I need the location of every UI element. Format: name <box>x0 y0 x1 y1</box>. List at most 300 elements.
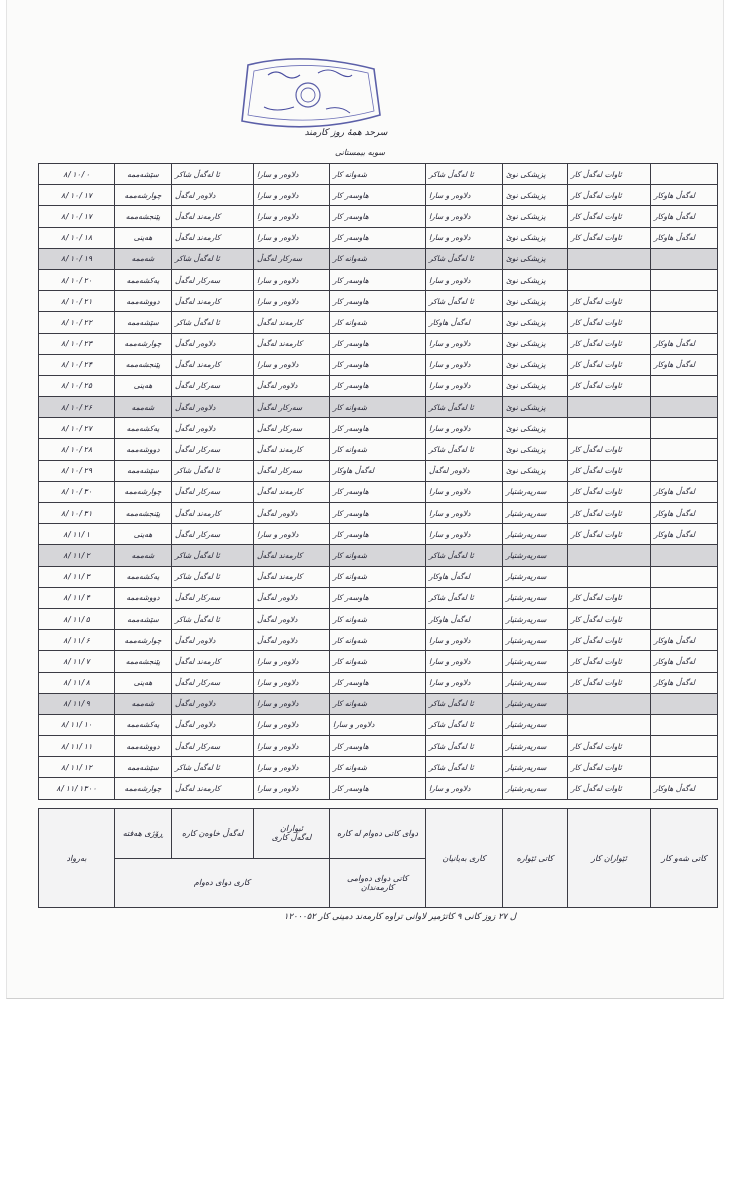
table-cell-c: هاوسەر کار <box>330 227 426 248</box>
table-cell-day: دووشەممە <box>115 291 172 312</box>
table-cell-b: دلاوەر لەگەڵ <box>254 503 330 524</box>
table-cell-g: لەگەڵ هاوکار <box>651 185 718 206</box>
table-cell-g: لەگەڵ هاوکار <box>651 672 718 693</box>
table-cell-date: ۸/۱۱/۱۲ <box>39 757 115 778</box>
table-cell-c: هاوسەر کار <box>330 587 426 608</box>
table-cell-c: هاوسەر کار <box>330 206 426 227</box>
table-cell-e: سەرپەرشتیار <box>503 481 568 502</box>
table-cell-e: پزیشکی نوێ <box>503 227 568 248</box>
table-cell-a: کارمەند لەگەڵ <box>172 651 254 672</box>
table-cell-f <box>568 545 651 566</box>
table-cell-day: پێنجشەممە <box>115 651 172 672</box>
table-cell-b: سەرکار لەگەڵ <box>254 460 330 481</box>
table-cell-a: سەرکار لەگەڵ <box>172 269 254 290</box>
table-cell-f: ئاوات لەگەڵ کار <box>568 354 651 375</box>
table-cell-d: ئا لەگەڵ شاکر <box>426 693 503 714</box>
table-cell-g <box>651 375 718 396</box>
table-cell-a: دلاوەر لەگەڵ <box>172 418 254 439</box>
table-cell-a: ئا لەگەڵ شاکر <box>172 566 254 587</box>
table-cell-date: ۸/۱۰/۱۷ <box>39 206 115 227</box>
table-cell-e: پزیشکی نوێ <box>503 206 568 227</box>
table-cell-f: ئاوات لەگەڵ کار <box>568 503 651 524</box>
table-cell-e: سەرپەرشتیار <box>503 778 568 799</box>
table-cell-d: دلاوەر لەگەڵ <box>426 460 503 481</box>
table-cell-d: ئا لەگەڵ شاکر <box>426 439 503 460</box>
schedule-table <box>38 163 718 800</box>
table-cell-e: پزیشکی نوێ <box>503 418 568 439</box>
header-col-b <box>254 809 330 859</box>
table-cell-day: چوارشەممە <box>115 481 172 502</box>
table-cell-d: ئا لەگەڵ شاکر <box>426 248 503 269</box>
table-cell-d: ئا لەگەڵ شاکر <box>426 757 503 778</box>
document-title: سرحد همهٔ روز کارمند <box>304 128 388 138</box>
table-cell-c: هاوسەر کار <box>330 354 426 375</box>
header-col-b-top: ئیواران <box>280 824 303 834</box>
table-cell-f: ئاوات لەگەڵ کار <box>568 227 651 248</box>
table-cell-f: ئاوات لەگەڵ کار <box>568 164 651 185</box>
table-cell-date: ۸/۱۱/۵ <box>39 608 115 629</box>
table-cell-date: ۸/۱۱/۷ <box>39 651 115 672</box>
table-row <box>39 291 718 312</box>
table-row <box>39 566 718 587</box>
table-row <box>39 672 718 693</box>
table-row <box>39 397 718 418</box>
table-cell-e: سەرپەرشتیار <box>503 672 568 693</box>
table-row <box>39 375 718 396</box>
table-cell-date: ۸/۱۰/۲۷ <box>39 418 115 439</box>
table-cell-d: ئا لەگەڵ شاکر <box>426 545 503 566</box>
table-cell-d: دلاوەر و سارا <box>426 778 503 799</box>
table-row <box>39 439 718 460</box>
table-cell-day: دووشەممە <box>115 587 172 608</box>
table-cell-g: لەگەڵ هاوکار <box>651 481 718 502</box>
table-cell-g <box>651 460 718 481</box>
table-cell-a: دلاوەر لەگەڵ <box>172 185 254 206</box>
table-cell-c: شەوانە کار <box>330 757 426 778</box>
table-cell-c: هاوسەر کار <box>330 736 426 757</box>
table-cell-e: سەرپەرشتیار <box>503 693 568 714</box>
table-cell-b: کارمەند لەگەڵ <box>254 439 330 460</box>
table-cell-a: ئا لەگەڵ شاکر <box>172 248 254 269</box>
table-cell-d: دلاوەر و سارا <box>426 481 503 502</box>
table-row <box>39 269 718 290</box>
table-cell-day: یەکشەممە <box>115 714 172 735</box>
table-cell-c: هاوسەر کار <box>330 185 426 206</box>
table-cell-a: کارمەند لەگەڵ <box>172 354 254 375</box>
table-cell-g <box>651 397 718 418</box>
table-row <box>39 714 718 735</box>
table-row <box>39 481 718 502</box>
table-row <box>39 757 718 778</box>
table-cell-day: سێشەممە <box>115 460 172 481</box>
table-cell-a: کارمەند لەگەڵ <box>172 778 254 799</box>
table-row <box>39 164 718 185</box>
table-cell-g: لەگەڵ هاوکار <box>651 778 718 799</box>
table-cell-a: سەرکار لەگەڵ <box>172 736 254 757</box>
table-cell-day: شەممە <box>115 397 172 418</box>
table-cell-b: دلاوەر و سارا <box>254 651 330 672</box>
header-col-b-label: لەگەڵ کاری <box>271 833 312 843</box>
table-cell-b: دلاوەر و سارا <box>254 714 330 735</box>
table-cell-b: دلاوەر لەگەڵ <box>254 587 330 608</box>
table-cell-date: ۸/۱۰/۱۹ <box>39 248 115 269</box>
table-cell-g <box>651 248 718 269</box>
table-cell-f <box>568 418 651 439</box>
table-row <box>39 312 718 333</box>
table-cell-c: لەگەڵ هاوکار <box>330 460 426 481</box>
header-date: بەرواد <box>39 809 115 908</box>
table-cell-g: لەگەڵ هاوکار <box>651 503 718 524</box>
table-cell-e: پزیشکی نوێ <box>503 312 568 333</box>
table-cell-g <box>651 291 718 312</box>
table-cell-day: دووشەممە <box>115 736 172 757</box>
table-cell-g <box>651 757 718 778</box>
table-cell-e: سەرپەرشتیار <box>503 545 568 566</box>
table-cell-f: ئاوات لەگەڵ کار <box>568 312 651 333</box>
table-cell-date: ۸/۱۰/۲۰ <box>39 269 115 290</box>
table-cell-b: دلاوەر و سارا <box>254 164 330 185</box>
table-cell-date: ۸/۱۰/۱۸ <box>39 227 115 248</box>
table-cell-e: سەرپەرشتیار <box>503 651 568 672</box>
table-cell-e: سەرپەرشتیار <box>503 608 568 629</box>
table-cell-g <box>651 693 718 714</box>
table-row <box>39 693 718 714</box>
table-cell-a: ئا لەگەڵ شاکر <box>172 460 254 481</box>
table-cell-f <box>568 248 651 269</box>
table-cell-d: ئا لەگەڵ شاکر <box>426 164 503 185</box>
table-cell-c: شەوانە کار <box>330 566 426 587</box>
table-cell-b: سەرکار لەگەڵ <box>254 397 330 418</box>
table-cell-b: کارمەند لەگەڵ <box>254 333 330 354</box>
table-cell-g: لەگەڵ هاوکار <box>651 227 718 248</box>
table-cell-date: ۸/۱۱/۱۱ <box>39 736 115 757</box>
table-row <box>39 587 718 608</box>
table-cell-b: دلاوەر و سارا <box>254 291 330 312</box>
table-cell-c: هاوسەر کار <box>330 291 426 312</box>
table-cell-g <box>651 566 718 587</box>
table-cell-date: ۸/۱۰/۰ <box>39 164 115 185</box>
table-cell-a: ئا لەگەڵ شاکر <box>172 757 254 778</box>
table-cell-f: ئاوات لەگەڵ کار <box>568 439 651 460</box>
table-cell-c: هاوسەر کار <box>330 524 426 545</box>
table-cell-f: ئاوات لەگەڵ کار <box>568 757 651 778</box>
table-cell-b: کارمەند لەگەڵ <box>254 545 330 566</box>
table-cell-date: ۸/۱۱/۱۰ <box>39 714 115 735</box>
table-cell-date: ۸/۱۰/۲۹ <box>39 460 115 481</box>
table-cell-e: پزیشکی نوێ <box>503 439 568 460</box>
header-col-a: لەگەڵ خاوەن کارە <box>172 809 254 859</box>
table-cell-g <box>651 545 718 566</box>
table-cell-b: دلاوەر و سارا <box>254 185 330 206</box>
table-cell-c: هاوسەر کار <box>330 269 426 290</box>
table-row <box>39 460 718 481</box>
table-cell-f: ئاوات لەگەڵ کار <box>568 524 651 545</box>
table-cell-f: ئاوات لەگەڵ کار <box>568 291 651 312</box>
table-cell-g <box>651 269 718 290</box>
table-cell-d: دلاوەر و سارا <box>426 418 503 439</box>
table-cell-c: هاوسەر کار <box>330 481 426 502</box>
table-cell-day: سێشەممە <box>115 757 172 778</box>
table-cell-e: پزیشکی نوێ <box>503 333 568 354</box>
table-cell-g <box>651 587 718 608</box>
table-cell-f: ئاوات لەگەڵ کار <box>568 736 651 757</box>
table-cell-day: هەینی <box>115 672 172 693</box>
table-cell-d: دلاوەر و سارا <box>426 503 503 524</box>
table-cell-e: پزیشکی نوێ <box>503 460 568 481</box>
table-cell-f <box>568 566 651 587</box>
table-row <box>39 185 718 206</box>
table-cell-b: دلاوەر و سارا <box>254 206 330 227</box>
table-cell-g <box>651 312 718 333</box>
table-cell-a: سەرکار لەگەڵ <box>172 375 254 396</box>
table-row <box>39 778 718 799</box>
table-cell-d: ئا لەگەڵ شاکر <box>426 736 503 757</box>
table-cell-date: ۸/۱۰/۲۴ <box>39 354 115 375</box>
table-cell-date: ۸/۱۱/۹ <box>39 693 115 714</box>
table-cell-date: ۸/۱۱/۲ <box>39 545 115 566</box>
table-cell-f: ئاوات لەگەڵ کار <box>568 481 651 502</box>
table-cell-f: ئاوات لەگەڵ کار <box>568 778 651 799</box>
table-cell-e: سەرپەرشتیار <box>503 566 568 587</box>
table-cell-f: ئاوات لەگەڵ کار <box>568 587 651 608</box>
table-cell-f: ئاوات لەگەڵ کار <box>568 651 651 672</box>
document-subtitle: سوبه بیمستانی <box>334 148 386 157</box>
table-cell-g <box>651 608 718 629</box>
table-cell-c: شەوانە کار <box>330 630 426 651</box>
table-cell-d: دلاوەر و سارا <box>426 227 503 248</box>
table-cell-g: لەگەڵ هاوکار <box>651 630 718 651</box>
table-cell-day: هەینی <box>115 524 172 545</box>
table-cell-g <box>651 418 718 439</box>
table-row <box>39 227 718 248</box>
header-col-g: کاتی شەو کار <box>651 809 718 908</box>
table-cell-e: سەرپەرشتیار <box>503 630 568 651</box>
table-cell-b: کارمەند لەگەڵ <box>254 566 330 587</box>
table-cell-c: شەوانە کار <box>330 693 426 714</box>
table-cell-d: ئا لەگەڵ شاکر <box>426 714 503 735</box>
table-cell-b: دلاوەر و سارا <box>254 524 330 545</box>
table-cell-f: ئاوات لەگەڵ کار <box>568 672 651 693</box>
table-cell-c: شەوانە کار <box>330 164 426 185</box>
table-cell-f: ئاوات لەگەڵ کار <box>568 608 651 629</box>
table-cell-day: هەینی <box>115 375 172 396</box>
table-cell-g <box>651 439 718 460</box>
table-cell-b: سەرکار لەگەڵ <box>254 418 330 439</box>
table-cell-day: شەممە <box>115 248 172 269</box>
table-cell-date: ۸/۱۱/۶ <box>39 630 115 651</box>
table-cell-day: یەکشەممە <box>115 418 172 439</box>
table-cell-d: دلاوەر و سارا <box>426 651 503 672</box>
table-cell-date: ۸/۱۰/۳۰ <box>39 481 115 502</box>
table-cell-date: ۸/۱۰/۲۲ <box>39 312 115 333</box>
table-cell-c: شەوانە کار <box>330 312 426 333</box>
table-cell-a: دلاوەر لەگەڵ <box>172 630 254 651</box>
table-cell-a: ئا لەگەڵ شاکر <box>172 164 254 185</box>
table-cell-day: شەممە <box>115 693 172 714</box>
table-row <box>39 545 718 566</box>
table-cell-date: ۸/۱۰/۳۱ <box>39 503 115 524</box>
table-cell-c: هاوسەر کار <box>330 375 426 396</box>
table-cell-d: دلاوەر و سارا <box>426 672 503 693</box>
table-cell-day: دووشەممە <box>115 439 172 460</box>
table-cell-g <box>651 714 718 735</box>
table-cell-c: هاوسەر کار <box>330 672 426 693</box>
table-cell-day: پێنجشەممە <box>115 354 172 375</box>
header-col-f: ئێواران کار <box>568 809 651 908</box>
table-cell-date: ۸/۱۱/۳ <box>39 566 115 587</box>
table-cell-f: ئاوات لەگەڵ کار <box>568 375 651 396</box>
table-cell-date: ۸/۱۱/۸ <box>39 672 115 693</box>
table-cell-date: ۸/۱۰/۲۱ <box>39 291 115 312</box>
column-header-table <box>38 808 718 908</box>
table-cell-e: سەرپەرشتیار <box>503 736 568 757</box>
table-cell-a: سەرکار لەگەڵ <box>172 439 254 460</box>
table-cell-e: سەرپەرشتیار <box>503 524 568 545</box>
table-row <box>39 630 718 651</box>
table-cell-b: دلاوەر و سارا <box>254 693 330 714</box>
table-cell-day: هەینی <box>115 227 172 248</box>
table-cell-a: سەرکار لەگەڵ <box>172 587 254 608</box>
header-col-d: کاری بەیانیان <box>426 809 503 908</box>
table-cell-g: لەگەڵ هاوکار <box>651 333 718 354</box>
table-cell-b: دلاوەر لەگەڵ <box>254 608 330 629</box>
table-cell-c: شەوانە کار <box>330 439 426 460</box>
table-row <box>39 524 718 545</box>
table-cell-c: شەوانە کار <box>330 545 426 566</box>
table-cell-a: ئا لەگەڵ شاکر <box>172 312 254 333</box>
table-cell-e: پزیشکی نوێ <box>503 164 568 185</box>
table-cell-d: دلاوەر و سارا <box>426 524 503 545</box>
table-cell-c: شەوانە کار <box>330 608 426 629</box>
table-cell-d: لەگەڵ هاوکار <box>426 608 503 629</box>
table-cell-g: لەگەڵ هاوکار <box>651 354 718 375</box>
table-cell-d: دلاوەر و سارا <box>426 375 503 396</box>
table-cell-b: کارمەند لەگەڵ <box>254 481 330 502</box>
footer-note: ۱۲۰۰۰۵۲ ل ۲۷ زوز کانی ۹ کاتژمیر لاوانی تراوه کارمه‌ند دمینی کار <box>283 912 517 922</box>
table-cell-c: شەوانە کار <box>330 248 426 269</box>
table-cell-b: دلاوەر لەگەڵ <box>254 375 330 396</box>
header-col-h-group: کاتی دوای دەوامی کارمەندان <box>330 858 426 908</box>
table-cell-e: سەرپەرشتیار <box>503 587 568 608</box>
table-cell-day: یەکشەممە <box>115 269 172 290</box>
table-cell-a: کارمەند لەگەڵ <box>172 227 254 248</box>
table-cell-f <box>568 397 651 418</box>
table-cell-d: دلاوەر و سارا <box>426 206 503 227</box>
table-cell-e: پزیشکی نوێ <box>503 248 568 269</box>
table-cell-c: هاوسەر کار <box>330 778 426 799</box>
table-cell-a: کارمەند لەگەڵ <box>172 206 254 227</box>
table-cell-a: ئا لەگەڵ شاکر <box>172 608 254 629</box>
table-cell-b: دلاوەر و سارا <box>254 227 330 248</box>
table-cell-d: دلاوەر و سارا <box>426 269 503 290</box>
table-cell-day: چوارشەممە <box>115 185 172 206</box>
table-cell-date: ۸/۱۰/۲۵ <box>39 375 115 396</box>
table-cell-a: دلاوەر لەگەڵ <box>172 333 254 354</box>
table-cell-b: دلاوەر و سارا <box>254 778 330 799</box>
table-cell-e: پزیشکی نوێ <box>503 354 568 375</box>
table-cell-a: کارمەند لەگەڵ <box>172 291 254 312</box>
table-cell-g: لەگەڵ هاوکار <box>651 524 718 545</box>
table-cell-d: لەگەڵ هاوکار <box>426 566 503 587</box>
schedule-body <box>39 164 718 800</box>
table-cell-day: پێنجشەممە <box>115 503 172 524</box>
table-cell-date: ۸/۱۰/۲۳ <box>39 333 115 354</box>
table-row <box>39 333 718 354</box>
table-cell-c: هاوسەر کار <box>330 418 426 439</box>
table-cell-a: دلاوەر لەگەڵ <box>172 714 254 735</box>
table-cell-e: پزیشکی نوێ <box>503 291 568 312</box>
official-stamp <box>234 55 382 133</box>
table-cell-a: ئا لەگەڵ شاکر <box>172 545 254 566</box>
table-cell-c: هاوسەر کار <box>330 503 426 524</box>
table-row <box>39 354 718 375</box>
table-cell-b: دلاوەر و سارا <box>254 672 330 693</box>
table-cell-date: ۸/۱۱/۱۳۰۰ <box>39 778 115 799</box>
table-cell-e: سەرپەرشتیار <box>503 757 568 778</box>
table-cell-c: هاوسەر کار <box>330 333 426 354</box>
table-cell-g <box>651 164 718 185</box>
table-cell-g: لەگەڵ هاوکار <box>651 651 718 672</box>
header-day: ڕۆژی هەفتە <box>115 809 172 859</box>
table-cell-a: دلاوەر لەگەڵ <box>172 693 254 714</box>
table-cell-b: دلاوەر و سارا <box>254 269 330 290</box>
table-cell-f: ئاوات لەگەڵ کار <box>568 206 651 227</box>
table-row <box>39 503 718 524</box>
table-cell-d: دلاوەر و سارا <box>426 630 503 651</box>
header-col-e: کاتی ئێواره <box>503 809 568 908</box>
table-row <box>39 418 718 439</box>
table-cell-day: شەممە <box>115 545 172 566</box>
table-cell-g: لەگەڵ هاوکار <box>651 206 718 227</box>
table-cell-date: ۸/۱۰/۱۷ <box>39 185 115 206</box>
table-cell-g <box>651 736 718 757</box>
table-cell-f: ئاوات لەگەڵ کار <box>568 630 651 651</box>
table-row <box>39 736 718 757</box>
table-cell-day: چوارشەممە <box>115 630 172 651</box>
table-cell-e: پزیشکی نوێ <box>503 185 568 206</box>
table-cell-b: کارمەند لەگەڵ <box>254 312 330 333</box>
table-cell-e: سەرپەرشتیار <box>503 714 568 735</box>
table-cell-day: چوارشەممە <box>115 333 172 354</box>
table-cell-day: سێشەممە <box>115 608 172 629</box>
table-cell-f: ئاوات لەگەڵ کار <box>568 185 651 206</box>
table-cell-date: ۸/۱۱/۴ <box>39 587 115 608</box>
table-cell-d: ئا لەگەڵ شاکر <box>426 291 503 312</box>
table-row <box>39 608 718 629</box>
table-cell-b: دلاوەر لەگەڵ <box>254 630 330 651</box>
table-cell-b: سەرکار لەگەڵ <box>254 248 330 269</box>
table-cell-a: سەرکار لەگەڵ <box>172 524 254 545</box>
table-cell-day: چوارشەممە <box>115 778 172 799</box>
table-cell-f <box>568 693 651 714</box>
table-cell-e: سەرپەرشتیار <box>503 503 568 524</box>
table-row <box>39 206 718 227</box>
header-col-c: دوای کاتی دەوام لە کارە <box>330 809 426 859</box>
table-cell-day: پێنجشەممە <box>115 206 172 227</box>
table-cell-day: سێشەممە <box>115 312 172 333</box>
table-cell-day: سێشەممە <box>115 164 172 185</box>
table-cell-c: شەوانە کار <box>330 397 426 418</box>
table-cell-d: لەگەڵ هاوکار <box>426 312 503 333</box>
table-cell-d: ئا لەگەڵ شاکر <box>426 397 503 418</box>
table-cell-f: ئاوات لەگەڵ کار <box>568 460 651 481</box>
table-cell-e: پزیشکی نوێ <box>503 269 568 290</box>
table-cell-d: دلاوەر و سارا <box>426 333 503 354</box>
table-cell-d: دلاوەر و سارا <box>426 354 503 375</box>
table-cell-f <box>568 269 651 290</box>
table-cell-d: دلاوەر و سارا <box>426 185 503 206</box>
table-cell-e: پزیشکی نوێ <box>503 397 568 418</box>
